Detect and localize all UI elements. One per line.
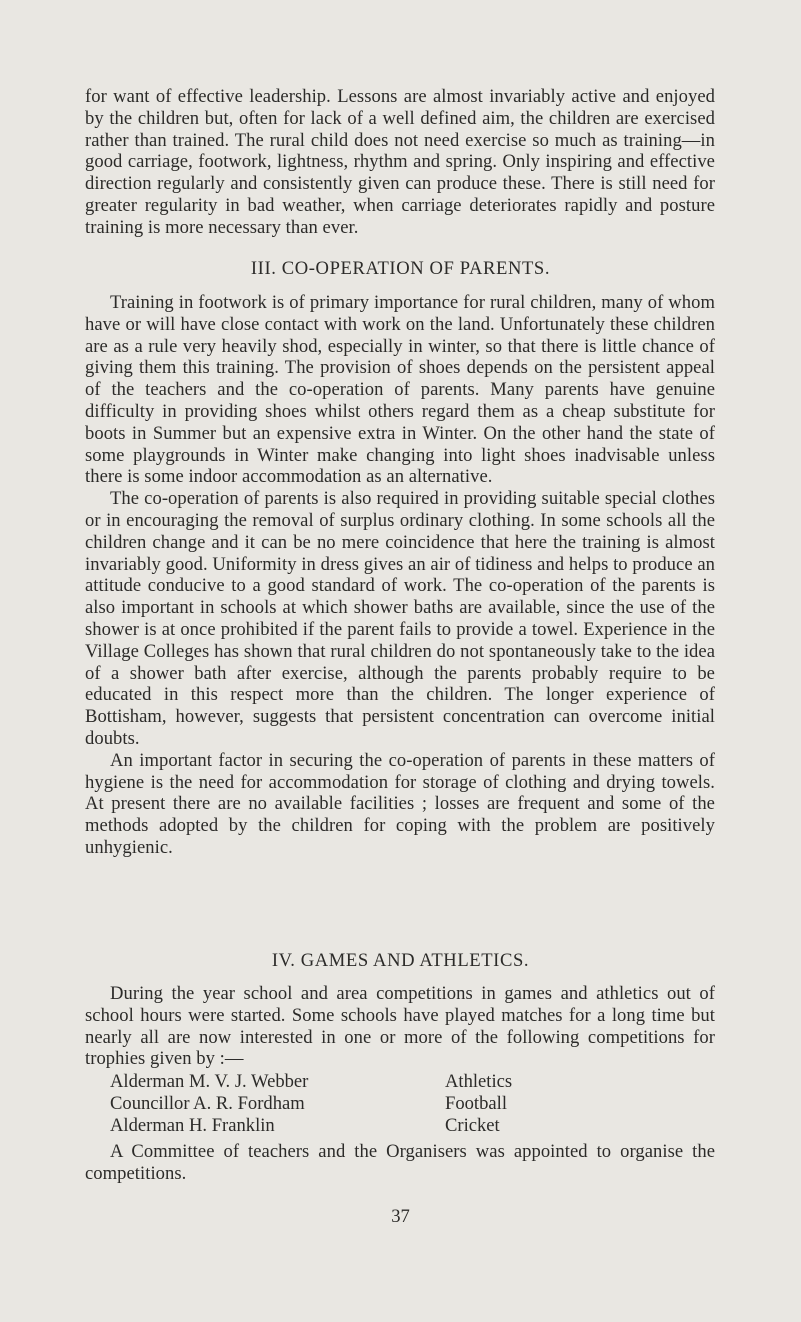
page-number: 37 [391,1206,410,1227]
section-3-heading: III. CO-OPERATION OF PARENTS. [250,258,551,279]
trophy-donor: Alderman M. V. J. Webber [110,1071,309,1092]
trophy-sport: Athletics [445,1071,513,1092]
trophy-row [110,1115,512,1137]
section-4-paragraph: During the year school and area competitions in games and athletics out of school hours were started. Some schools have played matches for a long time but nearly all are now interested in one or more of the following competitions for trophies given by :— [85,983,715,1070]
trophy-donor: Councillor A. R. Fordham [110,1092,305,1114]
trophy-list [110,1071,512,1136]
closing-text [85,1141,715,1185]
section-4-body [85,983,715,1070]
closing-paragraph: A Committee of teachers and the Organisers was appointed to organise the competitions. [85,1141,715,1184]
trophy-row [110,1093,512,1115]
trophy-row [110,1071,512,1093]
intro-paragraph: for want of effective leadership. Lessons are almost invariably active and enjoyed by the children but, often for lack of a well defined aim, the children are exercised rather than trained. The rural child does not need exercise so much as training—in good carriage, footwork, lightness, rhythm and spring. Only inspiring and effective direction regularly and consistently given can produce these. There is still need for greater regularity in bad weather, when carriage deteriorates rapidly and posture training is more necessary than ever. [85,86,715,238]
section-3-paragraph: An important factor in securing the co-operation of parents in these matters of hygiene is the need for accommodation for storage of clothing and drying towels. At present there are no available facilities ; losses are frequent and some of the methods adopted by the children for coping with the problem are positively unhygienic. [85,749,715,858]
trophy-sport: Football [445,1092,507,1114]
section-3-paragraph: The co-operation of parents is also required in providing suitable special clothes or in encouraging the removal of surplus ordinary clothing. In some schools all the children change and it can be no mere coincidence that here the training is almost invariably good. Uniformity in dress gives an air of tidiness and helps to produce an attitude conducive to a good standard of work. The co-operation of the parents is also important in schools at which shower baths are available, since the use of the shower is at once prohibited if the parent fails to provide a towel. Experience in the Village Colleges has shown that rural children do not spontaneously take to the idea of a shower bath after exercise, although the parents probably require to be educated in this respect more than the children. The longer experience of Bottisham, however, suggests that persistent concentration can overcome initial doubts. [85,488,715,749]
section-3-paragraph: Training in footwork is of primary importance for rural children, many of whom have or will have close contact with work on the land. Unfortunately these children are as a rule very heavily shod, especially in winter, so that there is little chance of giving them this training. The provision of shoes depends on the persistent appeal of the teachers and the co-operation of parents. Many parents have genuine difficulty in providing shoes whilst others regard them as a cheap substitute for boots in Summer but an expensive extra in Winter. On the other hand the state of some playgrounds in Winter make changing into light shoes inadvisable unless there is some indoor accommodation as an alternative. [85,292,715,488]
intro-text [85,86,715,239]
trophy-sport: Cricket [445,1114,500,1136]
trophy-donor: Alderman H. Franklin [110,1114,275,1136]
section-4-heading: IV. GAMES AND ATHLETICS. [271,950,530,971]
section-3-body [85,292,715,859]
